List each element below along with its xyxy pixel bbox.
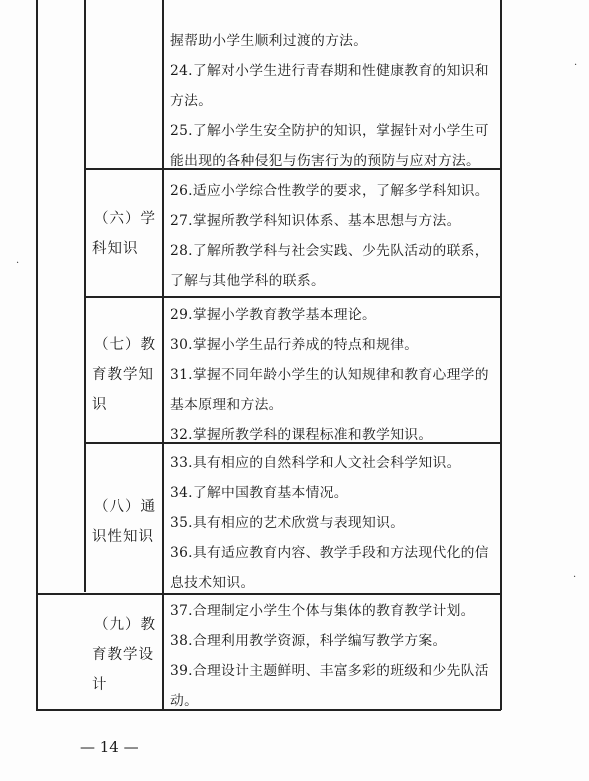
content-line: 握帮助小学生顺利过渡的方法。 xyxy=(170,33,368,49)
content-line: 31.掌握不同年龄小学生的认知规律和教育心理学的 xyxy=(170,367,489,383)
content-line: 36.具有适应教育内容、教学手段和方法现代化的信 xyxy=(170,545,489,561)
content-line: 能出现的各种侵犯与伤害行为的预防与应对方法。 xyxy=(170,153,481,169)
scan-speck: · xyxy=(573,572,577,583)
content-line: 28.了解所教学科与社会实践、少先队活动的联系， xyxy=(170,243,489,259)
section-content xyxy=(170,176,500,296)
content-line: 27.掌握所教学科知识体系、基本思想与方法。 xyxy=(170,213,461,229)
content-line: 了解与其他学科的联系。 xyxy=(170,273,326,289)
category-label xyxy=(86,204,160,264)
content-line: 34.了解中国教育基本情况。 xyxy=(170,485,348,501)
content-line: 基本原理和方法。 xyxy=(170,397,283,413)
table-right-border xyxy=(500,0,502,710)
content-line: 动。 xyxy=(170,693,199,709)
category-line: （七）教 xyxy=(94,337,156,353)
category-label xyxy=(86,330,160,420)
row-divider xyxy=(84,296,501,298)
section-content xyxy=(170,596,500,716)
category-line: 育教学设 xyxy=(92,647,154,663)
category-label xyxy=(86,492,160,552)
category-line: 育教学知 xyxy=(92,367,154,383)
content-line: 25.了解小学生安全防护的知识，掌握针对小学生可 xyxy=(170,123,489,139)
section-content xyxy=(170,448,500,598)
content-line: 32.掌握所教学科的课程标准和教学知识。 xyxy=(170,427,433,443)
content-line: 33.具有相应的自然科学和人文社会科学知识。 xyxy=(170,455,461,471)
category-line: 识 xyxy=(92,397,108,413)
content-line: 息技术知识。 xyxy=(170,575,255,591)
content-line: 方法。 xyxy=(170,93,213,109)
category-label xyxy=(86,610,160,700)
content-line: 29.掌握小学教育教学基本理论。 xyxy=(170,307,377,323)
category-line: （八）通 xyxy=(94,499,156,515)
table-column-divider xyxy=(162,0,164,710)
category-line: 科知识 xyxy=(92,241,139,257)
content-line: 24.了解对小学生进行青春期和性健康教育的知识和 xyxy=(170,63,489,79)
content-line: 38.合理利用教学资源，科学编写教学方案。 xyxy=(170,633,447,649)
category-line: 计 xyxy=(92,677,108,693)
category-line: （六）学 xyxy=(94,211,156,227)
page-number: — 14 — xyxy=(80,738,139,756)
scan-speck: · xyxy=(574,60,578,71)
content-line: 39.合理设计主题鲜明、丰富多彩的班级和少先队活 xyxy=(170,663,489,679)
section-content xyxy=(170,26,500,176)
content-line: 26.适应小学综合性教学的要求，了解多学科知识。 xyxy=(170,183,489,199)
content-line: 30.掌握小学生品行养成的特点和规律。 xyxy=(170,337,419,353)
table-left-border xyxy=(36,0,38,710)
content-line: 37.合理制定小学生个体与集体的教育教学计划。 xyxy=(170,603,475,619)
section-content xyxy=(170,300,500,450)
scan-speck: · xyxy=(16,258,20,269)
content-line: 35.具有相应的艺术欣赏与表现知识。 xyxy=(170,515,405,531)
category-line: （九）教 xyxy=(94,617,156,633)
category-line: 识性知识 xyxy=(92,529,154,545)
